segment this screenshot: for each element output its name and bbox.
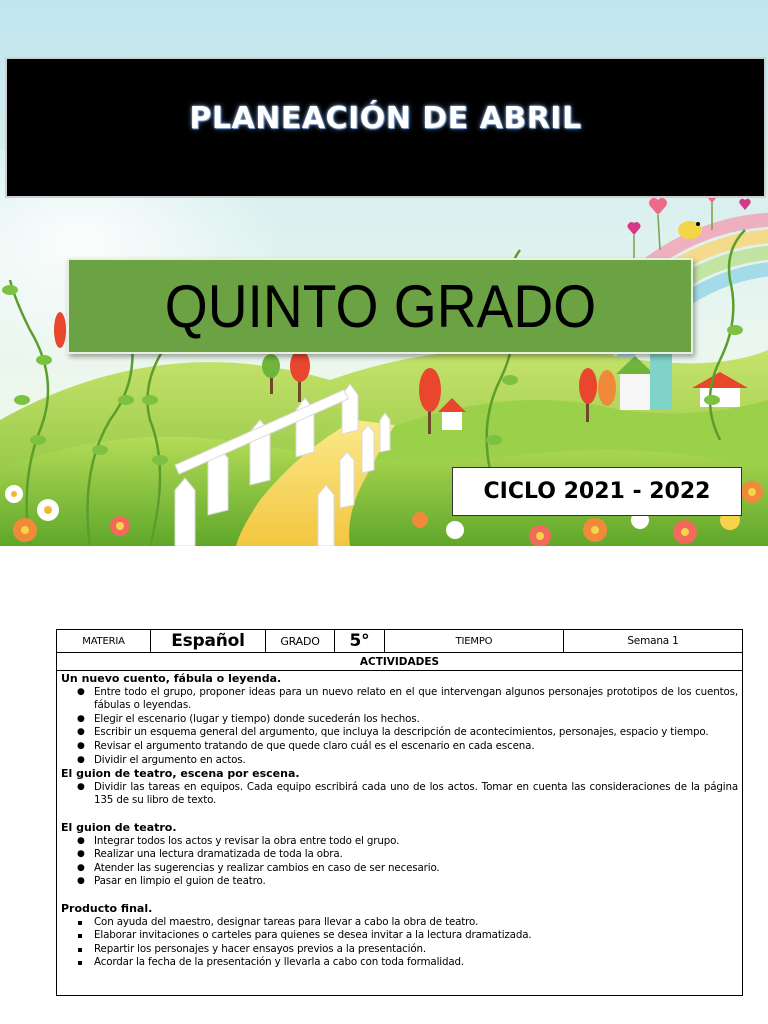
bullet-icon: ● [77,727,85,738]
bullet-icon: ● [77,849,85,860]
list-item: ● Entre todo el grupo, proponer ideas para un nuevo relato en el que intervengan algunos personajes prototipos de los cuentos, fábulas o leyendas. [77,685,738,712]
section-title: El guion de teatro, escena por escena. [61,767,300,781]
list-item: Acordar la fecha de la presentación y llevarla a cabo con toda formalidad. [61,956,738,970]
grado-value: 5° [335,630,385,652]
section [61,767,738,808]
list-item: Repartir los personajes y hacer ensayos previos a la presentación. [61,943,738,957]
section [61,821,738,889]
cycle-label: CICLO 2021 - 2022 [483,479,711,504]
square-bullet-icon [78,961,82,965]
list-item: ● Escribir un esquema general del argumento, que incluya la descripción de acontecimientos, personajes, espacio y tiempo. [77,726,709,739]
list-item: ● Atender las sugerencias y realizar cambios en caso de ser necesario. [77,861,440,874]
square-bullet-icon [78,934,82,938]
tiempo-label: TIEMPO [385,630,564,652]
list-item: Elaborar invitaciones o carteles para quienes se desea invitar a la lectura dramatizada. [61,929,738,943]
list-item: ● Revisar el argumento tratando de que quede claro cuál es el escenario en cada escena. [77,739,535,752]
section [61,672,738,767]
bullet-icon: ● [77,862,85,873]
page-title: PLANEACIÓN DE ABRIL [189,101,582,136]
list-item: ● Pasar en limpio el guion de teatro. [77,875,266,888]
section-title: Un nuevo cuento, fábula o leyenda. [61,672,282,685]
materia-value: Español [151,630,266,652]
list-item: ● Integrar todos los actos y revisar la obra entre todo el grupo. [77,834,400,847]
list-item: ● Realizar una lectura dramatizada de toda la obra. [77,848,343,861]
activities-body [57,671,742,970]
square-bullet-icon [78,948,82,952]
cycle-box [452,467,742,516]
activity-list [61,835,738,889]
list-item: ● Dividir las tareas en equipos. Cada equipo escribirá cada uno de los actos. Tomar en cuenta las consideraciones de la página 135 de su libro de texto. [77,780,738,807]
list-item: Con ayuda del maestro, designar tareas para llevar a cabo la obra de teatro. [61,916,738,930]
grado-label: GRADO [266,630,335,652]
activity-list [61,686,738,768]
bullet-icon: ● [77,781,85,792]
section [61,902,738,970]
list-item: ● Dividir el argumento en actos. [77,753,246,766]
grade-title: QUINTO GRADO [164,272,596,340]
section-title: Producto final. [61,901,153,915]
activities-header: ACTIVIDADES [57,653,742,671]
tiempo-value: Semana 1 [627,635,679,647]
bullet-icon: ● [77,876,85,887]
activity-list [61,916,738,970]
materia-label: MATERIA [57,630,151,652]
bullet-icon: ● [77,740,85,751]
bullet-icon: ● [77,713,85,724]
list-item: ● Elegir el escenario (lugar y tiempo) donde sucederán los hechos. [77,712,420,725]
bullet-icon: ● [77,686,85,697]
square-bullet-icon [78,921,82,925]
table-header-row [57,630,742,653]
grade-box [67,258,693,354]
bullet-icon: ● [77,835,85,846]
activity-list [61,781,738,808]
title-banner [5,57,766,198]
section-title: El guion de teatro. [61,820,177,834]
bullet-icon: ● [77,754,85,765]
planning-table [56,629,743,996]
